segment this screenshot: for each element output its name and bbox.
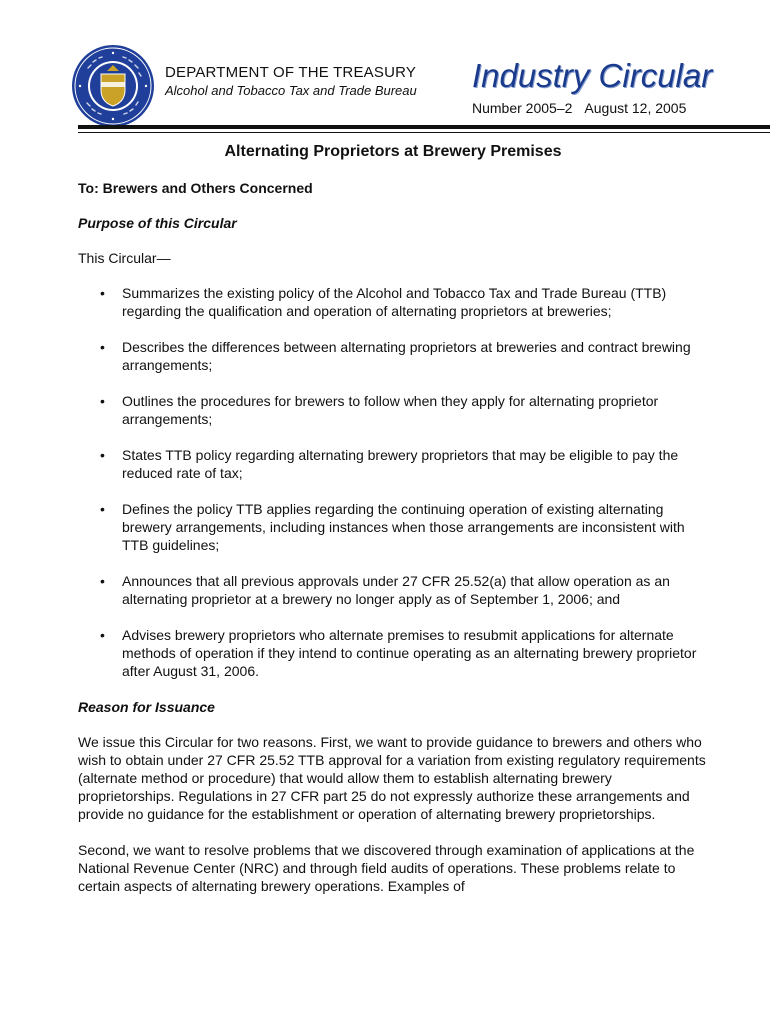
bullet-icon: • bbox=[100, 339, 105, 355]
purpose-heading: Purpose of this Circular bbox=[78, 215, 237, 231]
department-name: DEPARTMENT OF THE TREASURY bbox=[165, 64, 417, 81]
bullet-icon: • bbox=[100, 573, 105, 589]
list-item bbox=[78, 392, 708, 428]
list-item-text: Defines the policy TTB applies regarding the continuing operation of existing alternating brewery arrangements, including instances when those arrangements are inconsistent with TTB guidelines; bbox=[122, 501, 685, 553]
list-item bbox=[78, 338, 708, 374]
bullet-icon: • bbox=[100, 393, 105, 409]
list-item-text: Outlines the procedures for brewers to follow when they apply for alternating proprietor arrangements; bbox=[122, 393, 659, 427]
document-body bbox=[78, 142, 708, 913]
publication-title: Industry Circular bbox=[472, 57, 713, 94]
list-item-text: Advises brewery proprietors who alternate premises to resubmit applications for alternate methods of operation if they intend to continue operating as an alternating brewery proprietor after August 31, 2006. bbox=[122, 627, 697, 679]
bullet-icon: • bbox=[100, 285, 105, 301]
header-rule-thick bbox=[78, 125, 770, 129]
list-item-text: Summarizes the existing policy of the Alcohol and Tobacco Tax and Trade Bureau (TTB) regarding the qualification and operation of alternating proprietors at breweries; bbox=[122, 285, 667, 319]
bullet-icon: • bbox=[100, 501, 105, 517]
list-item bbox=[78, 446, 708, 482]
document-title: Alternating Proprietors at Brewery Premises bbox=[224, 143, 562, 160]
reason-paragraph-2: Second, we want to resolve problems that we discovered through examination of applications at the National Revenue Center (NRC) and through field audits of operations. These problems relate to certain aspects of alternating brewery operations. Examples of bbox=[78, 842, 695, 894]
circular-date: August 12, 2005 bbox=[584, 100, 687, 116]
header-rule-thin bbox=[78, 132, 770, 133]
treasury-seal-logo bbox=[71, 44, 155, 128]
bureau-name: Alcohol and Tobacco Tax and Trade Bureau bbox=[165, 83, 417, 98]
list-item bbox=[78, 284, 708, 320]
bullet-icon: • bbox=[100, 627, 105, 643]
purpose-list bbox=[78, 284, 708, 680]
list-item-text: Announces that all previous approvals under 27 CFR 25.52(a) that allow operation as an alternating proprietor at a brewery no longer apply as of September 1, 2006; and bbox=[122, 573, 670, 607]
addressee-line: To: Brewers and Others Concerned bbox=[78, 180, 313, 196]
list-item bbox=[78, 626, 708, 680]
list-item-text: Describes the differences between alternating proprietors at breweries and contract brewing arrangements; bbox=[122, 339, 691, 373]
agency-header bbox=[165, 64, 417, 99]
list-item-text: States TTB policy regarding alternating brewery proprietors that may be eligible to pay the reduced rate of tax; bbox=[122, 447, 679, 481]
reason-heading: Reason for Issuance bbox=[78, 699, 215, 715]
reason-paragraph-1: We issue this Circular for two reasons. First, we want to provide guidance to brewers and others who wish to obtain under 27 CFR 25.52 TTB approval for a variation from existing regulatory requirements (alternate method or procedure) that would allow them to establish alternating brewery proprietorships. Regulations in 27 CFR part 25 do not expressly authorize these arrangements and provide no guidance for the establishment or operation of alternating brewery proprietorships. bbox=[78, 734, 706, 822]
bullet-icon: • bbox=[100, 447, 105, 463]
circular-number: Number 2005–2 bbox=[472, 100, 573, 116]
list-item bbox=[78, 500, 708, 554]
list-item bbox=[78, 572, 708, 608]
issue-line bbox=[472, 100, 686, 117]
intro-text: This Circular— bbox=[78, 250, 171, 266]
